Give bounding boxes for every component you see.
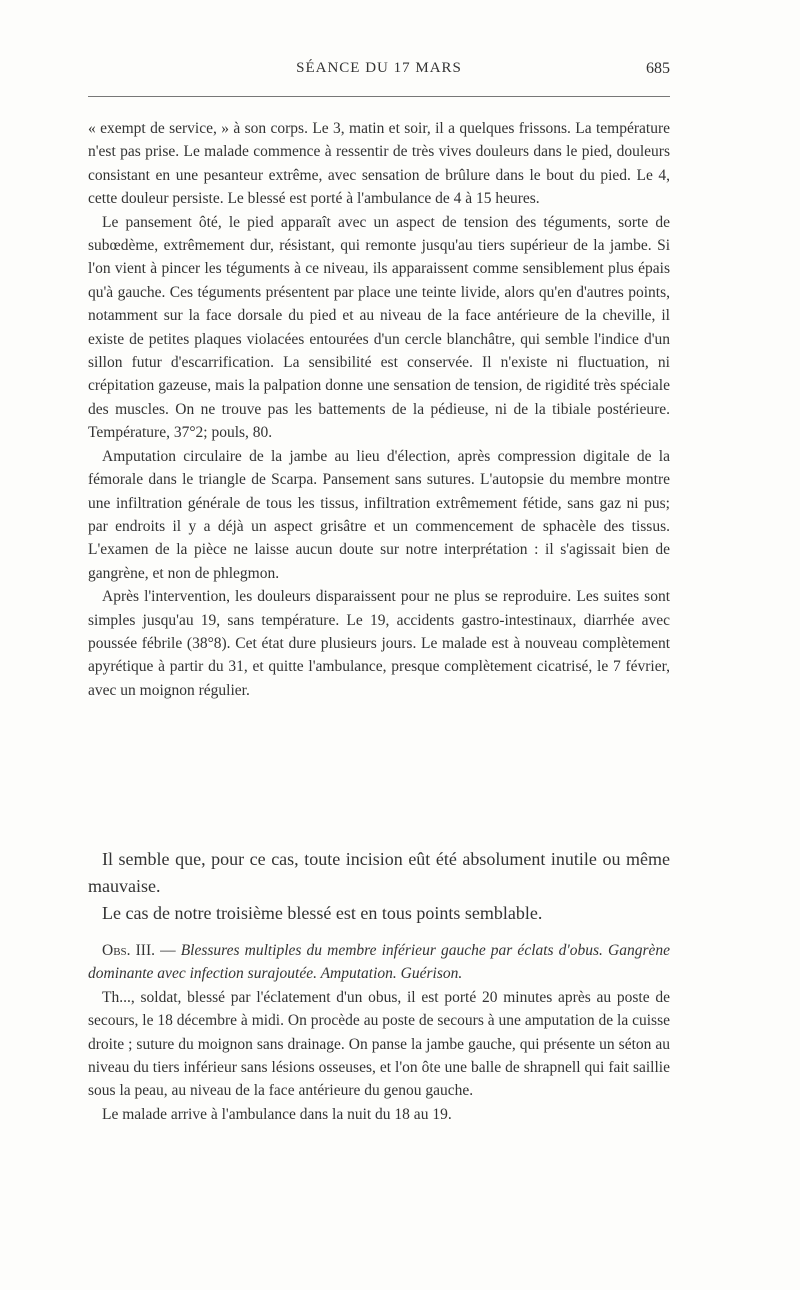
observation-dash: —	[154, 942, 181, 959]
page-number: 685	[646, 60, 670, 77]
case-two-text	[88, 117, 670, 702]
paragraph: Il semble que, pour ce cas, toute incision eût été absolument inutile ou même mauvaise.	[88, 849, 670, 896]
observation-three	[88, 939, 670, 1126]
paragraph: Amputation circulaire de la jambe au lieu d'élection, après compression digitale de la fémorale dans le triangle de Scarpa. Pansement sans sutures. L'autopsie du membre montre une infiltration générale de tous les tissus, infiltration extrêmement fétide, sans gaz ni pus; par endroits il y a déjà un aspect grisâtre et un commencement de sphacèle des tissus. L'examen de la pièce ne laisse aucun doute sur notre interprétation : il s'agissait bien de gangrène, et non de phlegmon.	[88, 447, 670, 582]
paragraph: Le malade arrive à l'ambulance dans la nuit du 18 au 19.	[102, 1105, 452, 1123]
header-title: SÉANCE DU 17 MARS	[296, 60, 462, 76]
observation-title: Blessures multiples du membre inférieur gauche par éclats d'obus. Gangrène dominante avec infection surajoutée. Amputation. Guérison.	[88, 942, 670, 983]
paragraph: Le cas de notre troisième blessé est en tous points semblable.	[102, 903, 543, 923]
discussion-text	[88, 846, 670, 927]
header-rule	[88, 96, 670, 97]
paragraph: Le pansement ôté, le pied apparaît avec un aspect de tension des téguments, sorte de subœdème, extrêmement dur, résistant, qui remonte jusqu'au tiers supérieur de la jambe. Si l'on vient à pincer les téguments à ce niveau, ils apparaissent comme sensiblement plus épais qu'à gauche. Ces téguments présentent par place une teinte livide, alors qu'en d'autres points, notamment sur la face dorsale du pied et au niveau de la face antérieure de la cheville, il existe de petites plaques violacées entourées d'un cercle blanchâtre, qui semble l'indice d'un sillon futur d'escarrification. La sensibilité est conservée. Il n'existe ni fluctuation, ni crépitation gazeuse, mais la palpation donne une sensation de tension, de rigidité très spéciale des muscles. On ne trouve pas les battements de la pédieuse, ni de la tibiale postérieure. Température, 37°2; pouls, 80.	[88, 213, 670, 442]
observation-label: Obs. III.	[102, 942, 155, 959]
paragraph: Après l'intervention, les douleurs disparaissent pour ne plus se reproduire. Les suites sont simples jusqu'au 19, sans température. Le 19, accidents gastro-intestinaux, diarrhée avec poussée fébrile (38°8). Cet état dure plusieurs jours. Le malade est à nouveau complètement apyrétique à partir du 31, et quitte l'ambulance, presque complètement cicatrisé, le 7 février, avec un moignon régulier.	[88, 588, 670, 699]
paragraph: Th..., soldat, blessé par l'éclatement d'un obus, il est porté 20 minutes après au poste de secours, le 18 décembre à midi. On procède au poste de secours à une amputation de la cuisse droite ; suture du moignon sans drainage. On panse la jambe gauche, qui présente un séton au niveau du tiers inférieur sans lésions osseuses, et l'on ôte une balle de shrapnell qui fait saillie sous la peau, au niveau de la face antérieure du genou gauche.	[88, 988, 670, 1100]
paragraph: « exempt de service, » à son corps. Le 3, matin et soir, il a quelques frissons. La température n'est pas prise. Le malade commence à ressentir de très vives douleurs dans le pied, douleurs consistant en une pesanteur extrême, avec sensation de brûlure dans le bout du pied. Le 4, cette douleur persiste. Le blessé est porté à l'ambulance de 4 à 15 heures.	[88, 120, 670, 208]
running-header	[88, 60, 670, 84]
observation-heading	[88, 939, 670, 986]
